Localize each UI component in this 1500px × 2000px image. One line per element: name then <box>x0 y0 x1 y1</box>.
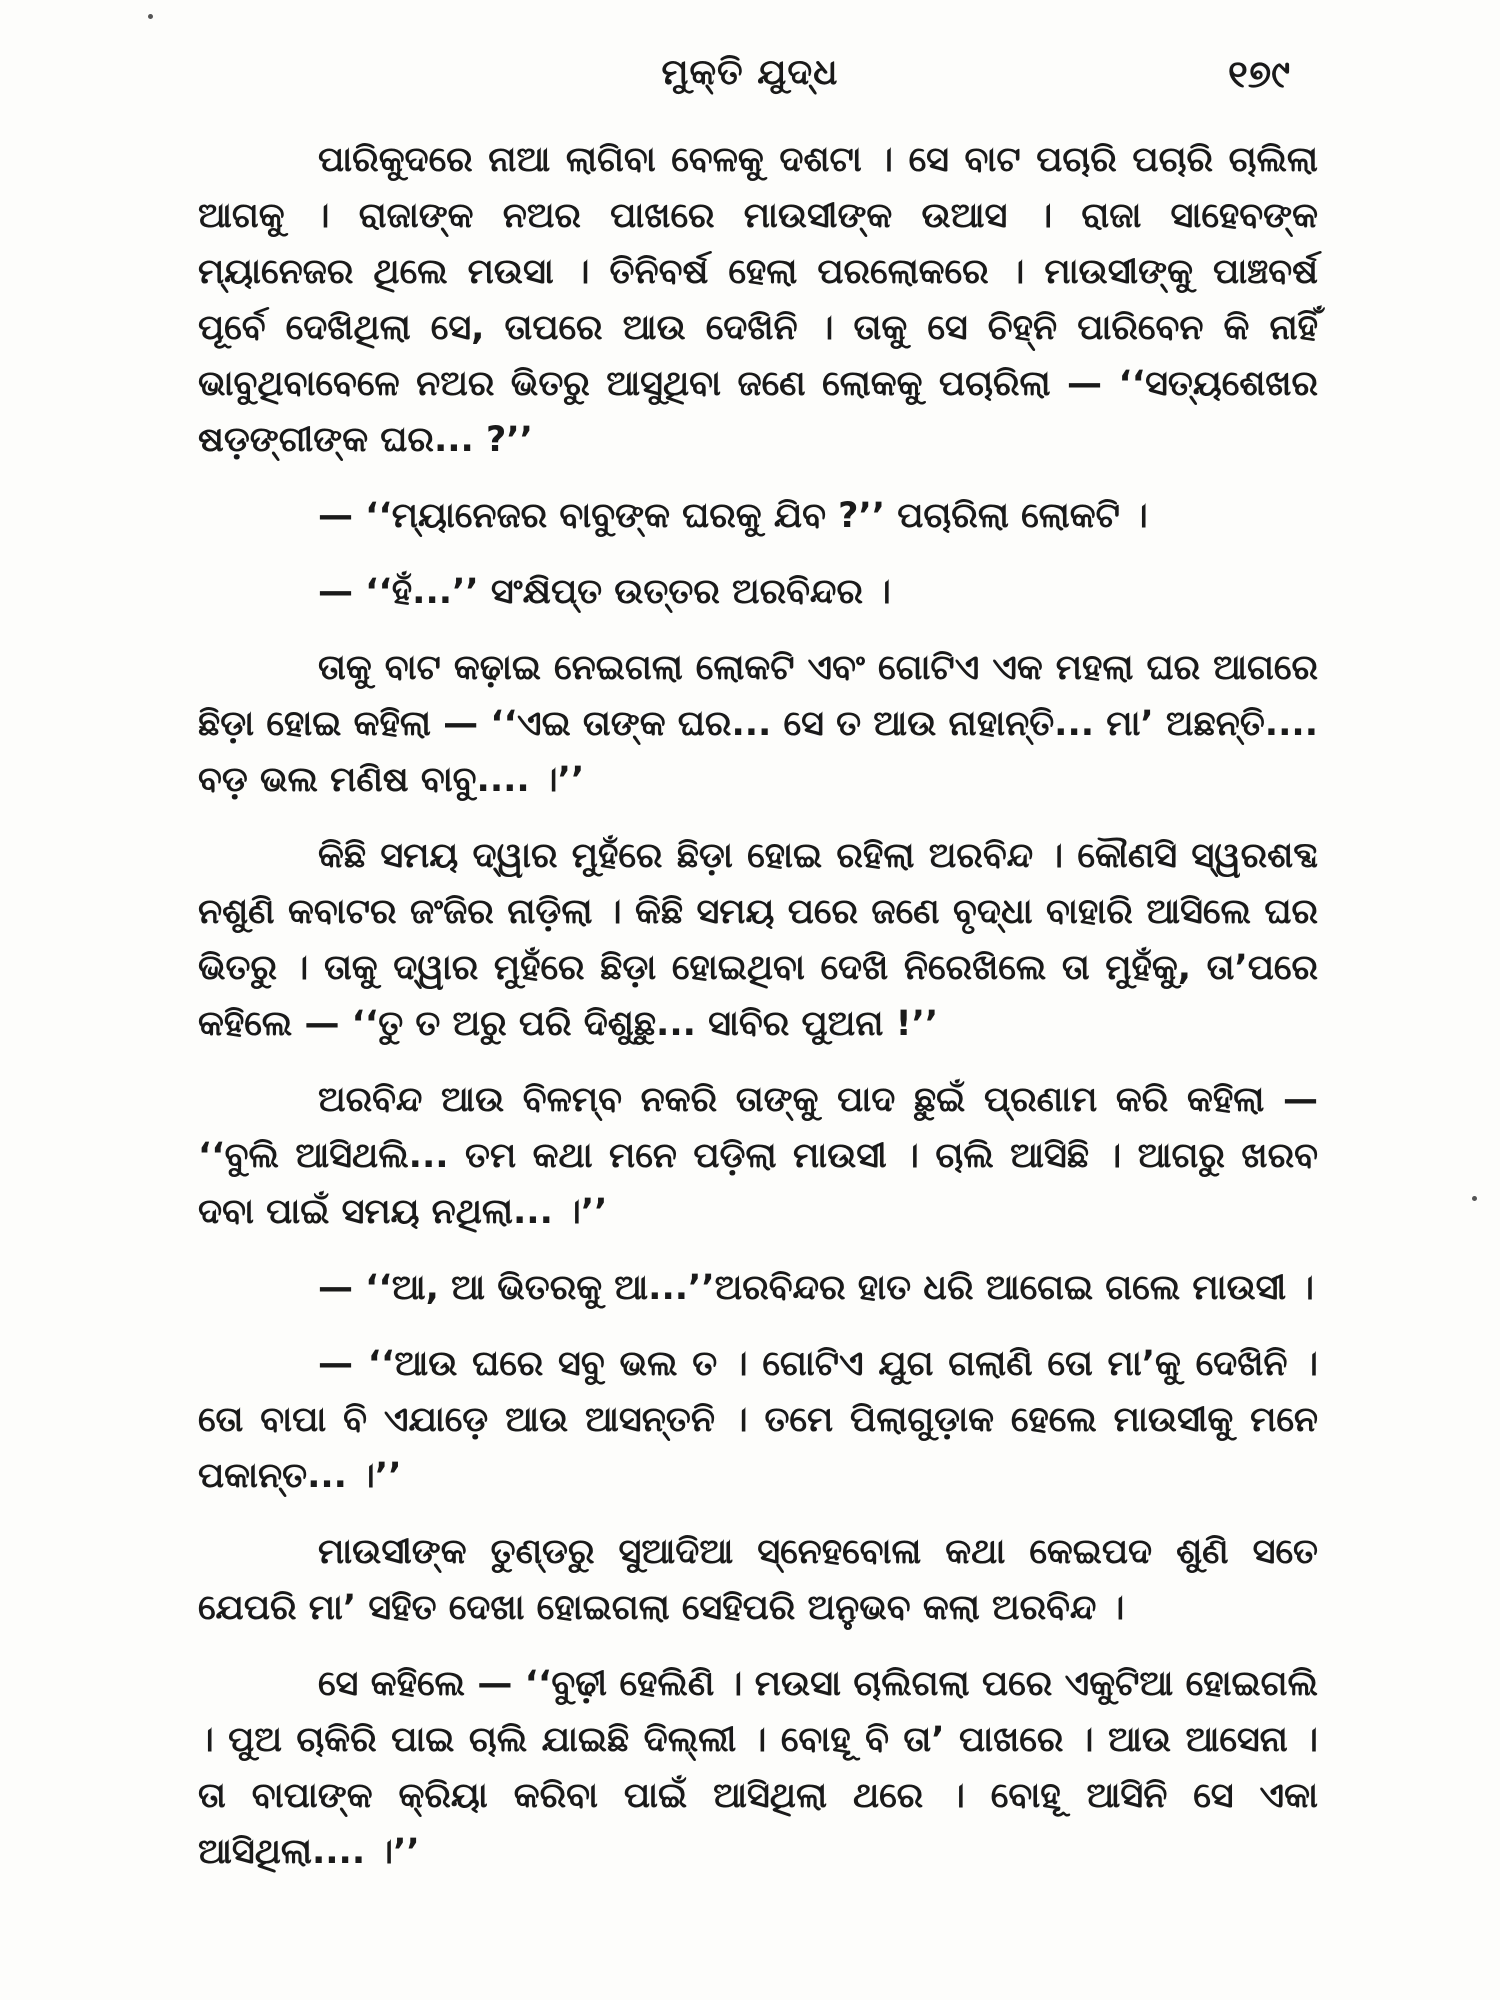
speck <box>148 14 153 19</box>
paragraph: ତାକୁ ବାଟ କଢ଼ାଇ ନେଇଗଲା ଲୋକଟି ଏବଂ ଗୋଟିଏ ଏକ ମହଲା ଘର ଆଗରେ ଛିଡ଼ା ହୋଇ କହିଲା — ‘‘ଏଇ ତାଙ୍କ ଘର... ସେ ତ ଆଉ ନାହାନ୍ତି... ମା’ ଅଛନ୍ତି.... ବଡ଼ ଭଲ ମଣିଷ ବାବୁ.... ।’’ <box>198 648 1318 800</box>
paragraph: — ‘‘ଆଉ ଘରେ ସବୁ ଭଲ ତ । ଗୋଟିଏ ଯୁଗ ଗଲାଣି ତୋ ମା’କୁ ଦେଖିନି । ତୋ ବାପା ବି ଏଯାଡ଼େ ଆଉ ଆସନ୍ତନି । ତମେ ପିଲାଗୁଡ଼ାକ ହେଲେ ମାଉସୀକୁ ମନେ ପକାନ୍ତ... ।’’ <box>198 1344 1318 1496</box>
paragraph: — ‘‘ହଁ...’’ ସଂକ୍ଷିପ୍ତ ଉତ୍ତର ଅରବିନ୍ଦର । <box>318 572 891 612</box>
paragraph: କିଛି ସମୟ ଦ୍ୱାର ମୁହଁରେ ଛିଡ଼ା ହୋଇ ରହିଲା ଅରବିନ୍ଦ । କୌଣସି ସ୍ୱରଶବ୍ଦ ନଶୁଣି କବାଟର ଜଂଜିର ନାଡ଼ିଲା । କିଛି ସମୟ ପରେ ଜଣେ ବୃଦ୍ଧା ବାହାରି ଆସିଲେ ଘର ଭିତରୁ । ତାକୁ ଦ୍ୱାର ମୁହଁରେ ଛିଡ଼ା ହୋଇଥିବା ଦେଖି ନିରେଖିଲେ ତା ମୁହଁକୁ, ତା’ପରେ କହିଲେ — ‘‘ତୁ ତ ଅରୁ ପରି ଦିଶୁଛୁ... ସାବିର ପୁଅନା !’’ <box>198 836 1318 1044</box>
page-number: ୧୭୯ <box>1228 52 1290 96</box>
paragraph: ଅରବିନ୍ଦ ଆଉ ବିଳମ୍ବ ନକରି ତାଙ୍କୁ ପାଦ ଛୁଇଁ ପ୍ରଣାମ କରି କହିଲା — ‘‘ବୁଲି ଆସିଥଲି... ତମ କଥା ମନେ ପଡ଼ିଲା ମାଉସୀ । ଚାଲି ଆସିଛି । ଆଗରୁ ଖରବ ଦବା ପାଇଁ ସମୟ ନଥିଲା... ।’’ <box>198 1080 1318 1232</box>
speck <box>1472 1196 1477 1201</box>
paragraph: ପାରିକୁଦରେ ନାଆ ଲାଗିବା ବେଳକୁ ଦଶଟା । ସେ ବାଟ ପଚାରି ପଚାରି ଚାଲିଲା ଆଗକୁ । ରାଜାଙ୍କ ନଅର ପାଖରେ ମାଉସୀଙ୍କ ଉଆସ । ରାଜା ସାହେବଙ୍କ ମ୍ୟାନେଜର ଥିଲେ ମଉସା । ତିନିବର୍ଷ ହେଲା ପରଲୋକରେ । ମାଉସୀଙ୍କୁ ପାଞ୍ଚବର୍ଷ ପୂର୍ବେ ଦେଖିଥିଲା ସେ, ତାପରେ ଆଉ ଦେଖିନି । ତାକୁ ସେ ଚିହ୍ନି ପାରିବେନ କି ନାହିଁ ଭାବୁଥିବାବେଳେ ନଅର ଭିତରୁ ଆସୁଥିବା ଜଣେ ଲୋକକୁ ପଚାରିଲା — ‘‘ସତ୍ୟଶେଖର ଷଡ଼ଙ୍ଗୀଙ୍କ ଘର... ?’’ <box>198 140 1318 460</box>
paragraph: ସେ କହିଲେ — ‘‘ବୁଢ଼ୀ ହେଲିଣି । ମଉସା ଚାଲିଗଲା ପରେ ଏକୁଟିଆ ହୋଇଗଲି । ପୁଅ ଚାକିରି ପାଇ ଚାଲି ଯାଇଛି ଦିଲ୍ଲୀ । ବୋହୂ ବି ତା’ ପାଖରେ । ଆଉ ଆସେନା । ତା ବାପାଙ୍କ କ୍ରିୟା କରିବା ପାଇଁ ଆସିଥିଲା ଥରେ । ବୋହୂ ଆସିନି ସେ ଏକା ଆସିଥିଲା.... ।’’ <box>198 1664 1318 1872</box>
paragraph: ମାଉସୀଙ୍କ ତୁଣ୍ଡରୁ ସୁଆଦିଆ ସ୍ନେହବୋଳା କଥା କେଇପଦ ଶୁଣି ସତେ ଯେପରି ମା’ ସହିତ ଦେଖା ହୋଇଗଲା ସେହିପରି ଅନୁଭବ କଲା ଅରବିନ୍ଦ । <box>198 1532 1318 1628</box>
running-title: ମୁକ୍ତି ଯୁଦ୍ଧ <box>661 52 839 93</box>
body-text <box>198 132 1318 1900</box>
paragraph: — ‘‘ମ୍ୟାନେଜର ବାବୁଙ୍କ ଘରକୁ ଯିବ ?’’ ପଚାରିଲା ଲୋକଟି । <box>318 496 1148 536</box>
paragraph: — ‘‘ଆ, ଆ ଭିତରକୁ ଆ...’’ଅରବିନ୍ଦର ହାତ ଧରି ଆଗେଇ ଗଲେ ମାଉସୀ । <box>318 1268 1315 1308</box>
